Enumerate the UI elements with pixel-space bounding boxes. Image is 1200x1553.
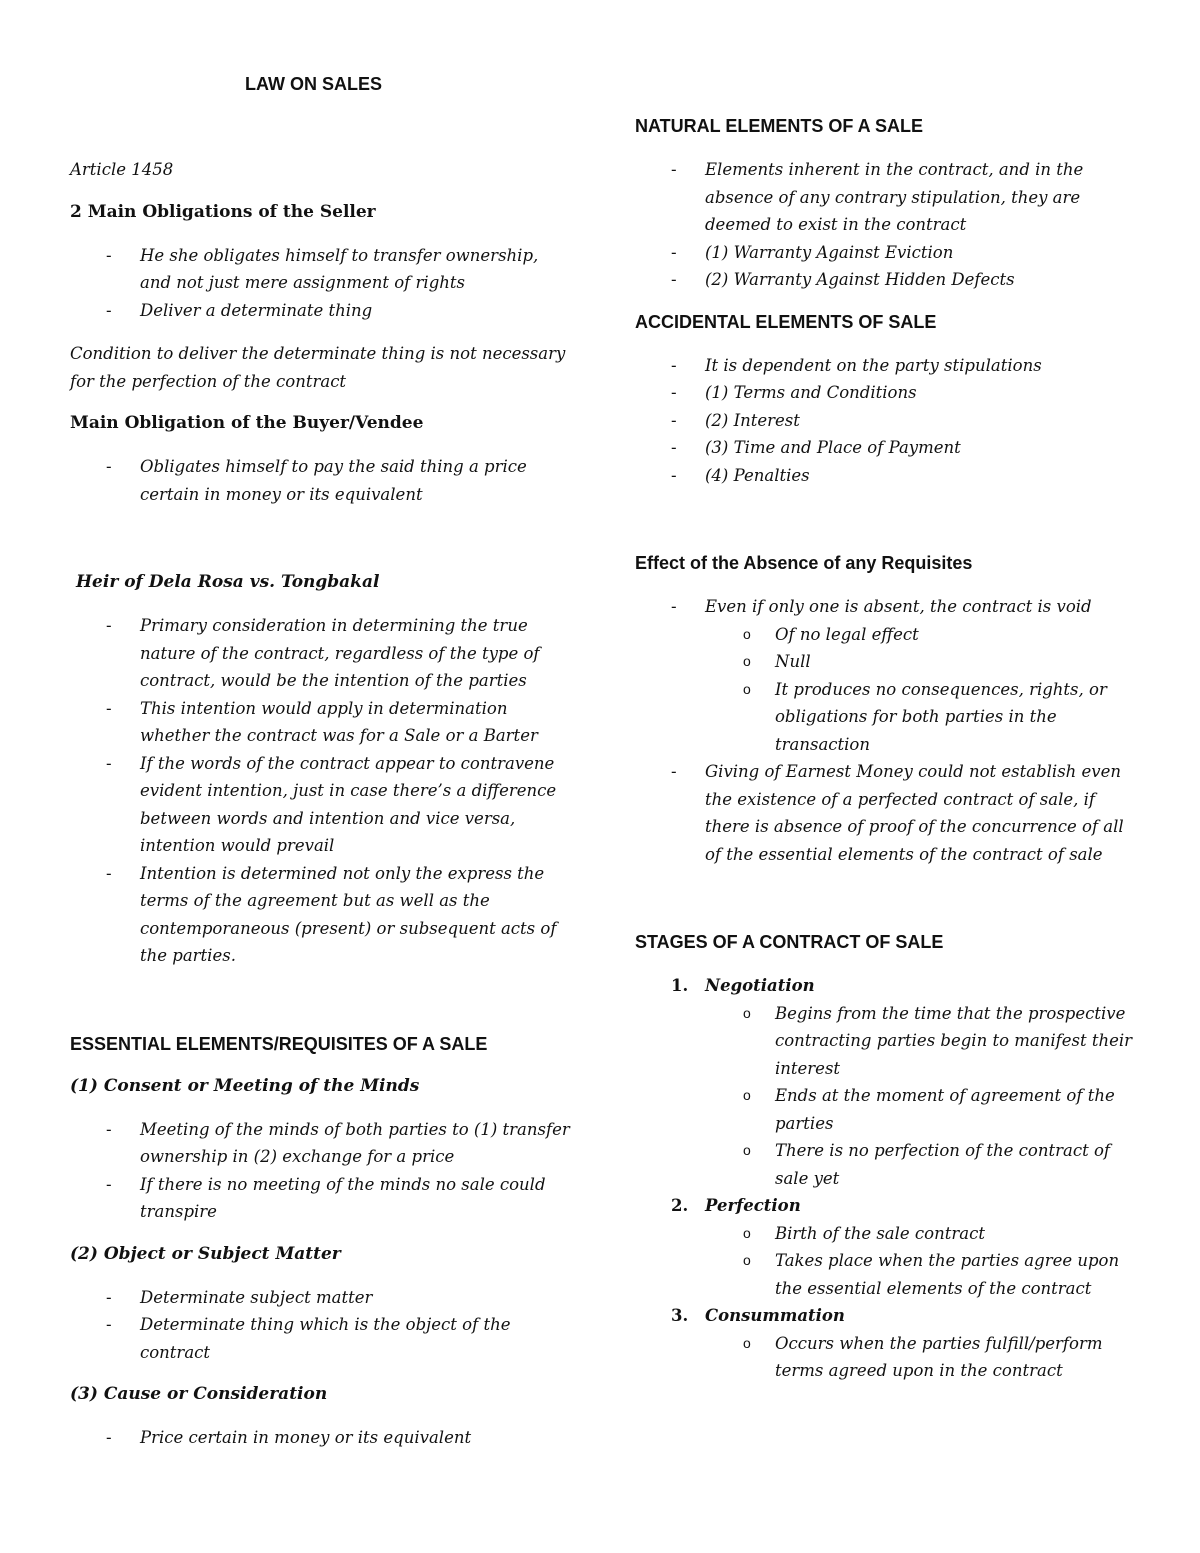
list-item: - (4) Penalties xyxy=(635,462,1135,490)
sub-list-item: o Of no legal effect xyxy=(635,621,1135,649)
list-item: - If there is no meeting of the minds no sale could transpire xyxy=(70,1171,570,1226)
stage-details xyxy=(635,1330,1135,1385)
stage-details xyxy=(635,1220,1135,1303)
cause-list xyxy=(70,1424,570,1452)
list-item: - He she obligates himself to transfer ownership, and not just mere assignment of rights xyxy=(70,242,570,297)
consent-heading: (1) Consent or Meeting of the Minds xyxy=(70,1075,420,1096)
stage-number: 3. xyxy=(671,1306,689,1325)
seller-obligations-heading: 2 Main Obligations of the Seller xyxy=(70,201,376,222)
consent-list xyxy=(70,1116,570,1226)
list-item: - Deliver a determinate thing xyxy=(70,297,570,325)
stage-heading xyxy=(635,972,1135,1000)
list-item: - (3) Time and Place of Payment xyxy=(635,434,1135,462)
stage-name: Perfection xyxy=(705,1196,801,1215)
sub-list-item: o Birth of the sale contract xyxy=(635,1220,1135,1248)
stage-heading xyxy=(635,1192,1135,1220)
left-column xyxy=(70,72,570,1452)
absence-sublist xyxy=(635,621,1135,759)
cause-heading: (3) Cause or Consideration xyxy=(70,1384,328,1404)
list-item: - Giving of Earnest Money could not establish even the existence of a perfected contract of sale, if there is absence of proof of the concurrence of all of the essential elements of the contract of sale xyxy=(635,758,1135,868)
right-column xyxy=(635,114,1135,1385)
object-list xyxy=(70,1284,570,1367)
stage-item xyxy=(635,1192,1135,1302)
stage-number: 2. xyxy=(671,1196,689,1215)
accidental-elements-heading: ACCIDENTAL ELEMENTS OF SALE xyxy=(635,311,937,332)
list-item: - Obligates himself to pay the said thing a price certain in money or its equivalent xyxy=(70,453,570,508)
sub-list-item: o Takes place when the parties agree upon the essential elements of the contract xyxy=(635,1247,1135,1302)
list-item: - This intention would apply in determination whether the contract was for a Sale or a Barter xyxy=(70,695,570,750)
stages-list xyxy=(635,972,1135,1385)
absence-heading: Effect of the Absence of any Requisites xyxy=(635,553,973,573)
buyer-obligation-list xyxy=(70,453,570,508)
list-item: - (1) Terms and Conditions xyxy=(635,379,1135,407)
object-heading: (2) Object or Subject Matter xyxy=(70,1243,341,1264)
sub-list-item: o Ends at the moment of agreement of the parties xyxy=(635,1082,1135,1137)
list-item: - (2) Interest xyxy=(635,407,1135,435)
list-item: - It is dependent on the party stipulations xyxy=(635,352,1135,380)
stage-details xyxy=(635,1000,1135,1193)
buyer-obligation-heading: Main Obligation of the Buyer/Vendee xyxy=(70,413,424,433)
stages-heading: STAGES OF A CONTRACT OF SALE xyxy=(635,932,944,952)
condition-note: Condition to deliver the determinate thing is not necessary for the perfection of the contract xyxy=(70,344,566,391)
stage-heading xyxy=(635,1302,1135,1330)
list-item xyxy=(635,593,1135,621)
list-item: - Determinate subject matter xyxy=(70,1284,570,1312)
sub-list-item: o There is no perfection of the contract of sale yet xyxy=(635,1137,1135,1192)
stage-item xyxy=(635,972,1135,1192)
article-reference: Article 1458 xyxy=(70,160,174,179)
sub-list-item: o Begins from the time that the prospective contracting parties begin to manifest their interest xyxy=(635,1000,1135,1083)
list-item: - (1) Warranty Against Eviction xyxy=(635,239,1135,267)
list-item: - Intention is determined not only the express the terms of the agreement but as well as the contemporaneous (present) or subsequent acts of the parties. xyxy=(70,860,570,970)
sub-list-item: o It produces no consequences, rights, or obligations for both parties in the transaction xyxy=(635,676,1135,759)
list-item: - If the words of the contract appear to contravene evident intention, just in case there’s a difference between words and intention and vice versa, intention would prevail xyxy=(70,750,570,860)
absence-item-text: Even if only one is absent, the contract is void xyxy=(705,597,1092,616)
sub-list-item: o Null xyxy=(635,648,1135,676)
essential-elements-heading: ESSENTIAL ELEMENTS/REQUISITES OF A SALE xyxy=(70,1033,488,1054)
list-item: - Determinate thing which is the object of the contract xyxy=(70,1311,570,1366)
case-list xyxy=(70,612,570,970)
natural-elements-heading: NATURAL ELEMENTS OF A SALE xyxy=(635,116,923,136)
case-heading: Heir of Dela Rosa vs. Tongbakal xyxy=(76,572,380,592)
stage-item xyxy=(635,1302,1135,1385)
list-item: - (2) Warranty Against Hidden Defects xyxy=(635,266,1135,294)
list-item: - Primary consideration in determining the true nature of the contract, regardless of the type of contract, would be the intention of the parties xyxy=(70,612,570,695)
sub-list-item: o Occurs when the parties fulfill/perform terms agreed upon in the contract xyxy=(635,1330,1135,1385)
accidental-elements-list xyxy=(635,352,1135,490)
stage-name: Consummation xyxy=(705,1306,845,1325)
stage-name: Negotiation xyxy=(705,976,815,995)
absence-list-2 xyxy=(635,758,1135,868)
stage-number: 1. xyxy=(671,976,689,995)
natural-elements-list xyxy=(635,156,1135,294)
list-item: - Elements inherent in the contract, and in the absence of any contrary stipulation, they are deemed to exist in the contract xyxy=(635,156,1135,239)
document-title: LAW ON SALES xyxy=(245,74,383,94)
list-item: - Meeting of the minds of both parties to (1) transfer ownership in (2) exchange for a price xyxy=(70,1116,570,1171)
absence-list xyxy=(635,593,1135,621)
seller-obligations-list xyxy=(70,242,570,325)
list-item: - Price certain in money or its equivalent xyxy=(70,1424,570,1452)
